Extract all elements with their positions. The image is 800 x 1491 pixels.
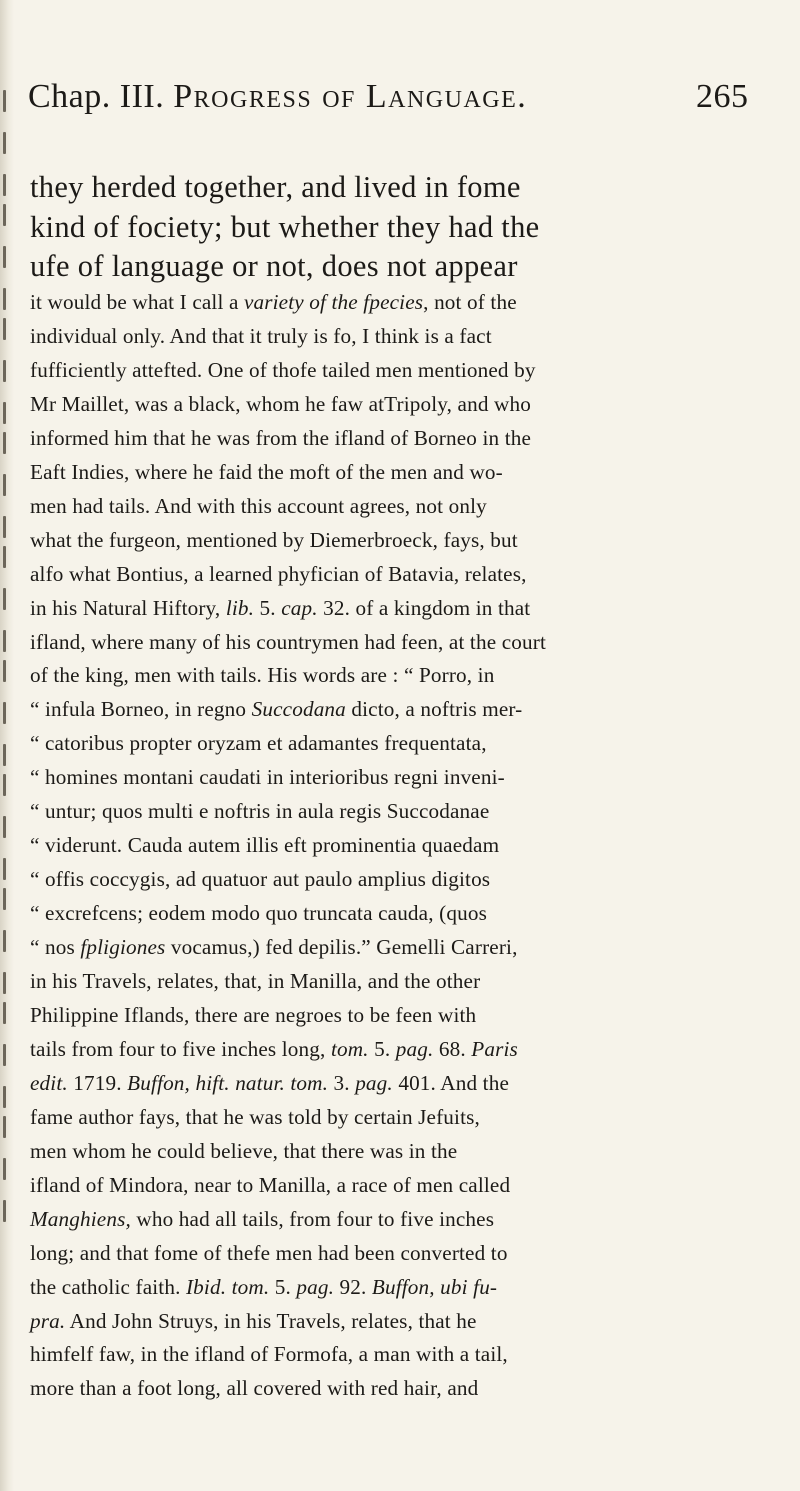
- binding-tick: [3, 816, 6, 838]
- body-line: [30, 1275, 776, 1300]
- body-line: [30, 663, 776, 688]
- body-line: [30, 324, 776, 349]
- text-run: himfelf faw, in the ifland of Formofa, a man with a tail,: [30, 1342, 508, 1367]
- binding-tick: [3, 930, 6, 952]
- text-run: individual only. And that it truly is fo, I think is a fact: [30, 323, 492, 348]
- binding-tick: [3, 516, 6, 538]
- body-line: [30, 833, 776, 858]
- body-line: [30, 1105, 776, 1130]
- body-line: [30, 765, 776, 790]
- body-line-large: ufe of language or not, does not appear: [30, 249, 518, 283]
- italic-text: edit.: [30, 1070, 68, 1095]
- binding-marks: [3, 90, 9, 1190]
- text-run: more than a foot long, all covered with red hair, and: [30, 1376, 479, 1401]
- text-run: ifland of Mindora, near to Manilla, a race of men called: [30, 1172, 511, 1197]
- running-header: [28, 78, 788, 116]
- text-run: 3.: [328, 1070, 356, 1095]
- text-run: what the furgeon, mentioned by Diemerbroeck, fays, but: [30, 527, 518, 552]
- binding-tick: [3, 744, 6, 766]
- binding-tick: [3, 858, 6, 880]
- text-run: Mr Maillet, was a black, whom he faw atTripoly, and who: [30, 391, 531, 416]
- text-run: “ untur; quos multi e noftris in aula regis Succodanae: [30, 799, 490, 824]
- text-run: of the king, men with tails. His words are : “ Porro, in: [30, 663, 495, 688]
- text-run: , not of the: [423, 290, 517, 314]
- binding-tick: [3, 660, 6, 682]
- body-line: [30, 1139, 776, 1164]
- text-run: 5.: [368, 1036, 396, 1061]
- italic-text: pra.: [30, 1308, 66, 1333]
- binding-tick: [3, 360, 6, 382]
- binding-tick: [3, 702, 6, 724]
- binding-tick: [3, 1158, 6, 1180]
- italic-text: Succodana: [251, 697, 346, 722]
- text-run: And John Struys, in his Travels, relates, that he: [65, 1308, 477, 1333]
- text-run: men had tails. And with this account agrees, not only: [30, 493, 487, 518]
- binding-tick: [3, 318, 6, 340]
- italic-text: pag.: [395, 1036, 434, 1061]
- binding-tick: [3, 1086, 6, 1108]
- text-run: 5.: [254, 595, 282, 620]
- body-line: [30, 494, 776, 519]
- page-number: 265: [696, 78, 749, 115]
- body-line: [30, 731, 776, 756]
- body-line: [30, 290, 776, 315]
- body-line: [30, 426, 776, 451]
- body-line: [30, 1003, 776, 1028]
- text-run: alfo what Bontius, a learned phyfician of Batavia, relates,: [30, 561, 527, 586]
- binding-tick: [3, 546, 6, 568]
- body-line: [30, 1071, 776, 1096]
- body-line: [30, 1037, 776, 1062]
- text-run: informed him that he was from the ifland of Borneo in the: [30, 425, 532, 450]
- text-run: 92.: [334, 1274, 372, 1299]
- italic-text: pag.: [296, 1274, 335, 1299]
- text-run: “ infula Borneo, in regno: [30, 697, 252, 722]
- text-run: in his Natural Hiftory,: [30, 595, 226, 620]
- binding-tick: [3, 774, 6, 796]
- text-run: fufficiently attefted. One of thofe tailed men mentioned by: [30, 357, 536, 382]
- binding-tick: [3, 288, 6, 310]
- body-line: [30, 562, 776, 587]
- italic-text: Paris: [471, 1036, 518, 1061]
- binding-tick: [3, 888, 6, 910]
- body-line: [30, 1309, 776, 1334]
- binding-tick: [3, 204, 6, 226]
- binding-tick: [3, 1200, 6, 1222]
- text-run: “ nos: [30, 935, 81, 960]
- body-line: [30, 1207, 776, 1232]
- body-line: [30, 867, 776, 892]
- body-line: [30, 1376, 776, 1401]
- text-run: the catholic faith.: [30, 1274, 186, 1299]
- binding-tick: [3, 432, 6, 454]
- text-run: men whom he could believe, that there was in the: [30, 1138, 458, 1163]
- text-run: Eaft Indies, where he faid the moft of the men and wo-: [30, 459, 503, 484]
- text-run: 401. And the: [392, 1070, 509, 1095]
- binding-tick: [3, 588, 6, 610]
- binding-tick: [3, 402, 6, 424]
- body-line: [30, 358, 776, 383]
- binding-tick: [3, 1044, 6, 1066]
- body-line-large: kind of fociety; but whether they had the: [30, 209, 540, 244]
- body-line: [30, 969, 776, 994]
- italic-text: pag.: [355, 1070, 393, 1095]
- chapter-label: Chap. III.: [28, 78, 165, 115]
- body-line: [30, 799, 776, 824]
- binding-tick: [3, 1116, 6, 1138]
- binding-tick: [3, 972, 6, 994]
- text-run: ifland, where many of his countrymen had feen, at the court: [30, 629, 546, 654]
- text-run: long; and that fome of thefe men had been converted to: [30, 1240, 508, 1265]
- italic-text: Ibid. tom.: [185, 1274, 270, 1299]
- body-line: [30, 528, 776, 553]
- body-line: [30, 1173, 776, 1198]
- italic-text: tom.: [330, 1036, 369, 1061]
- binding-tick: [3, 474, 6, 496]
- text-run: in his Travels, relates, that, in Manilla, and the other: [30, 969, 481, 993]
- body-line: [30, 697, 776, 722]
- text-run: “ offis coccygis, ad quatuor aut paulo amplius digitos: [30, 867, 491, 892]
- italic-text: lib.: [225, 595, 255, 620]
- text-run: “ viderunt. Cauda autem illis eft prominentia quaedam: [30, 833, 500, 858]
- italic-text: cap.: [281, 595, 318, 620]
- text-run: Philippine Iflands, there are negroes to be feen with: [30, 1002, 477, 1027]
- body-line: [30, 1241, 776, 1266]
- text-run: dicto, a noftris mer-: [345, 697, 523, 722]
- text-run: 1719.: [67, 1070, 128, 1095]
- body-line: [30, 935, 776, 960]
- text-run: who had all tails, from four to five inches: [130, 1206, 495, 1231]
- running-title: Progress of Language.: [173, 78, 528, 115]
- binding-tick: [3, 630, 6, 652]
- binding-tick: [3, 246, 6, 268]
- body-line-large: they herded together, and lived in fome: [30, 170, 521, 204]
- italic-text: Manghiens,: [30, 1206, 131, 1231]
- text-run: “ homines montani caudati in interioribus regni inveni-: [30, 765, 505, 790]
- text-run: tails from four to five inches long,: [30, 1036, 331, 1061]
- body-line: [30, 630, 776, 655]
- italic-text: fpligiones: [80, 935, 166, 960]
- binding-tick: [3, 174, 6, 196]
- text-run: 5.: [269, 1274, 297, 1299]
- binding-tick: [3, 1002, 6, 1024]
- text-run: vocamus,) fed depilis.” Gemelli Carreri,: [165, 935, 518, 960]
- text-run: 68.: [433, 1036, 472, 1061]
- binding-tick: [3, 132, 6, 154]
- body-line: [30, 460, 776, 485]
- body-line: [30, 901, 776, 926]
- binding-tick: [3, 90, 6, 112]
- body-line: [30, 1342, 776, 1367]
- text-run: it would be what I call a: [30, 290, 244, 314]
- text-run: “ catoribus propter oryzam et adamantes frequentata,: [30, 731, 487, 756]
- body-line: [30, 596, 776, 621]
- italic-text: Buffon, ubi fu-: [371, 1274, 498, 1299]
- text-run: 32. of a kingdom in that: [317, 595, 531, 620]
- italic-text: variety of the fpecies: [243, 290, 424, 314]
- italic-text: Buffon, hift. natur. tom.: [127, 1070, 329, 1095]
- text-run: “ excrefcens; eodem modo quo truncata cauda, (quos: [30, 901, 487, 926]
- text-run: fame author fays, that he was told by certain Jefuits,: [30, 1104, 480, 1129]
- body-line: [30, 392, 776, 417]
